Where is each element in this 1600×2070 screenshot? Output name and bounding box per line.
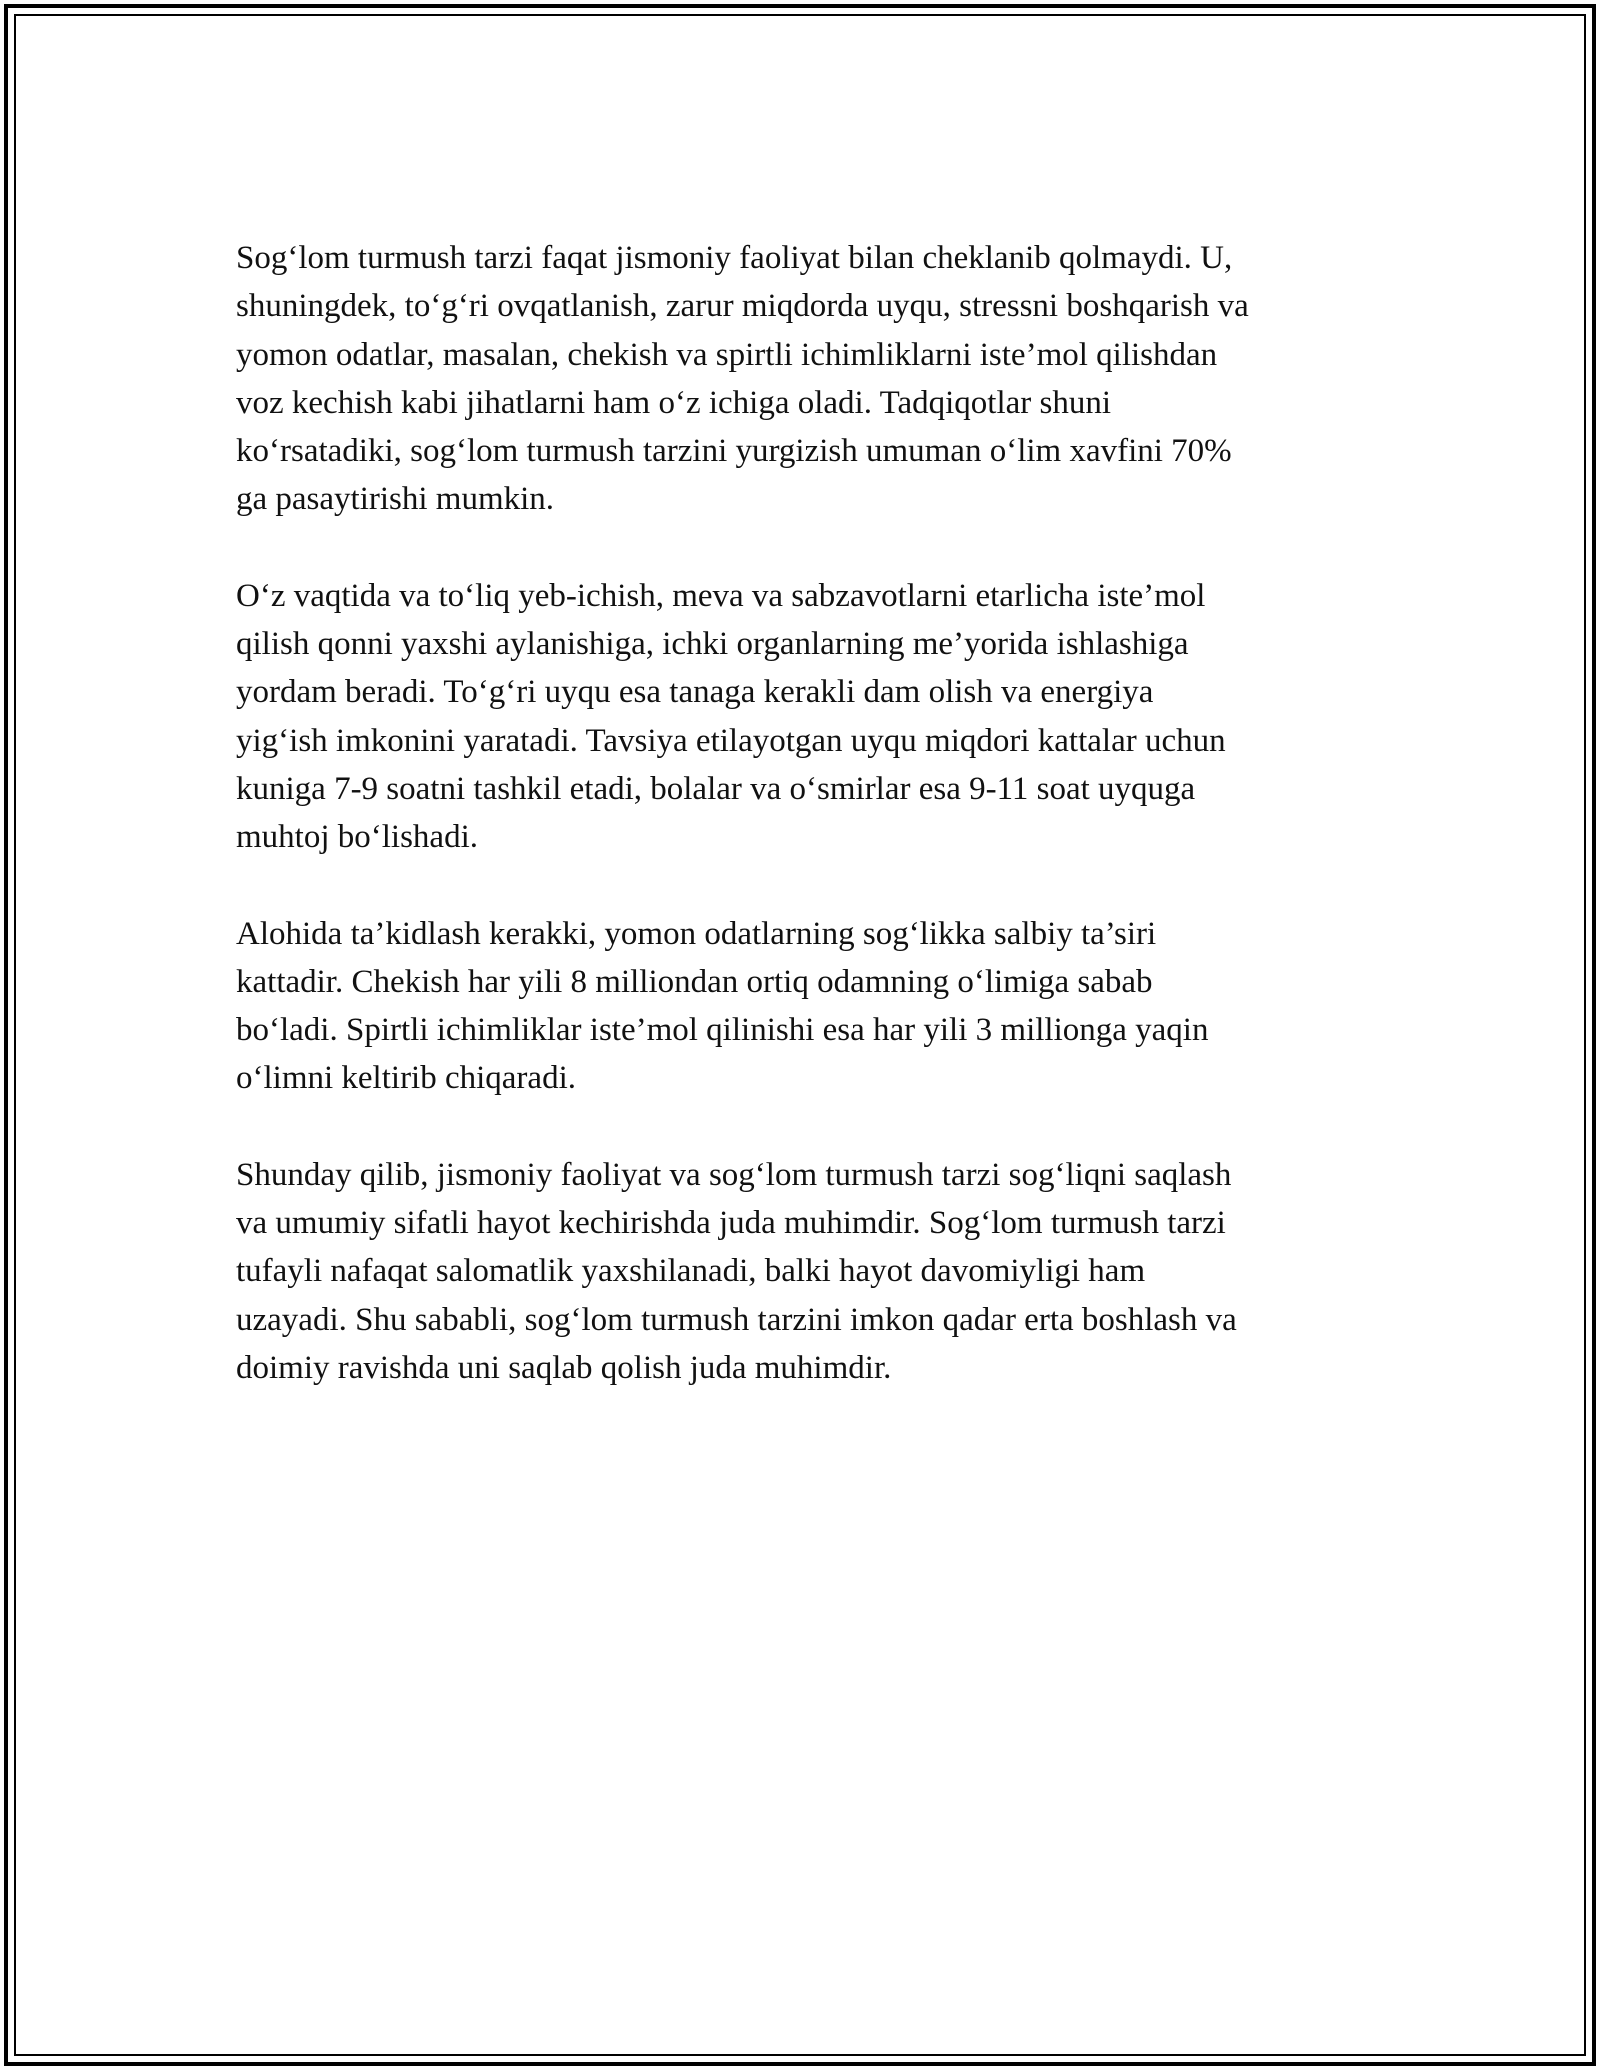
text-line: o‘limni keltirib chiqaradi. (236, 1060, 576, 1097)
text-line: ko‘rsatadiki, sog‘lom turmush tarzini yurgizish umuman o‘lim xavfini 70% (236, 433, 1232, 470)
text-line: Alohida ta’kidlash kerakki, yomon odatlarning sog‘likka salbiy ta’siri (236, 915, 1157, 952)
text-line: voz kechish kabi jihatlarni ham o‘z ichiga oladi. Tadqiqotlar shuni (236, 384, 1112, 421)
paragraph-3 (236, 910, 1366, 1103)
text-line: bo‘ladi. Spirtli ichimliklar iste’mol qilinishi esa har yili 3 millionga yaqin (236, 1012, 1209, 1049)
text-line: shuningdek, to‘g‘ri ovqatlanish, zarur miqdorda uyqu, stressni boshqarish va (236, 288, 1249, 325)
text-line: yordam beradi. To‘g‘ri uyqu esa tanaga kerakli dam olish va energiya (236, 674, 1154, 711)
text-line: kuniga 7-9 soatni tashkil etadi, bolalar va o‘smirlar esa 9-11 soat uyquga (236, 770, 1196, 807)
text-line: doimiy ravishda uni saqlab qolish juda muhimdir. (236, 1349, 892, 1386)
paragraph-1 (236, 234, 1366, 524)
text-line: kattadir. Chekish har yili 8 milliondan ortiq odamning o‘limiga sabab (236, 963, 1153, 1000)
text-line: muhtoj bo‘lishadi. (236, 819, 478, 856)
text-line: yomon odatlar, masalan, chekish va spirtli ichimliklarni iste’mol qilishdan (236, 336, 1218, 373)
text-line: qilish qonni yaxshi aylanishiga, ichki organlarning me’yorida ishlashiga (236, 626, 1189, 663)
text-line: yig‘ish imkonini yaratadi. Tavsiya etilayotgan uyqu miqdori kattalar uchun (236, 722, 1226, 759)
text-line: va umumiy sifatli hayot kechirishda juda muhimdir. Sog‘lom turmush tarzi (236, 1205, 1226, 1242)
text-line: uzayadi. Shu sababli, sog‘lom turmush tarzini imkon qadar erta boshlash va (236, 1301, 1237, 1338)
text-line: O‘z vaqtida va to‘liq yeb-ichish, meva va sabzavotlarni etarlicha iste’mol (236, 577, 1206, 614)
text-line: tufayli nafaqat salomatlik yaxshilanadi, balki hayot davomiyligi ham (236, 1253, 1146, 1290)
paragraph-2 (236, 572, 1366, 862)
text-line: Sog‘lom turmush tarzi faqat jismoniy faoliyat bilan cheklanib qolmaydi. U, (236, 240, 1233, 276)
text-line: Shunday qilib, jismoniy faoliyat va sog‘lom turmush tarzi sog‘liqni saqlash (236, 1156, 1232, 1193)
document-body (236, 234, 1366, 1440)
text-line: ga pasaytirishi mumkin. (236, 481, 555, 518)
paragraph-4 (236, 1151, 1366, 1392)
